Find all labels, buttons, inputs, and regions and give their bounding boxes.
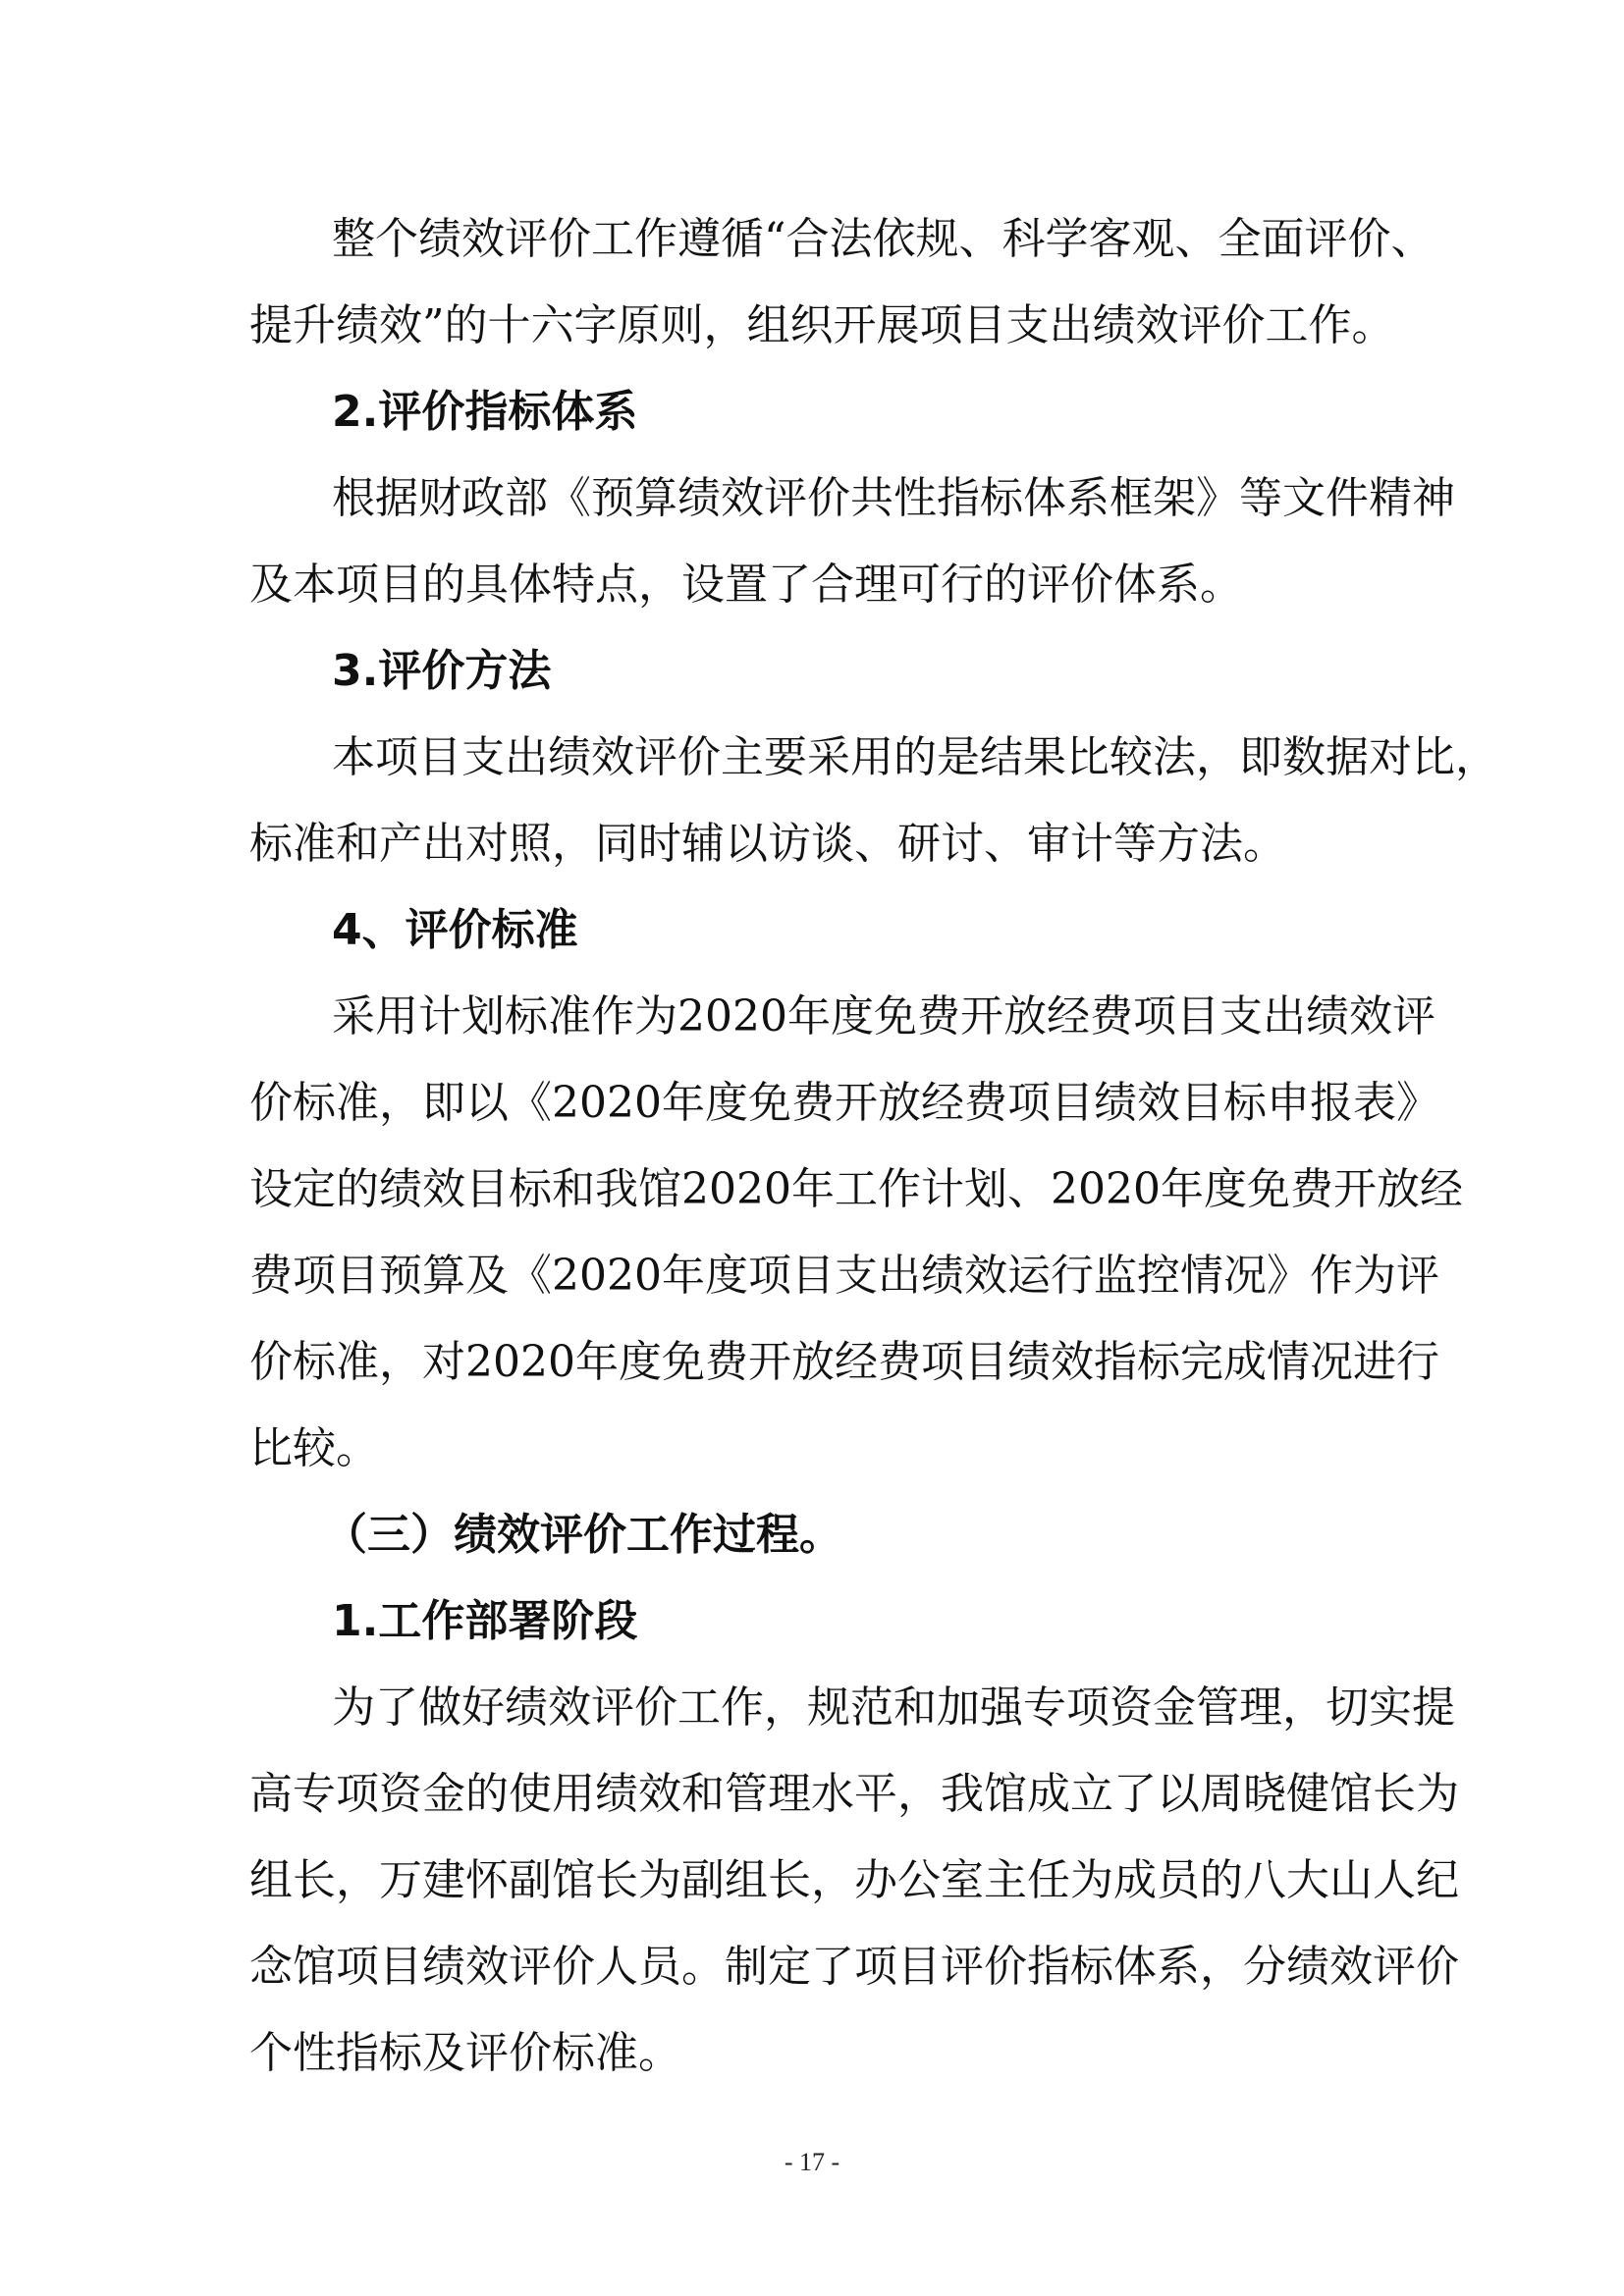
section-heading-3: 3.评价方法	[332, 646, 552, 696]
section-heading-1: 1.工作部署阶段	[332, 1596, 638, 1646]
section-heading-2: 2.评价指标体系	[332, 387, 638, 437]
paragraph-line-9: 设定的绩效目标和我馆2020年工作计划、2020年度免费开放经	[249, 1164, 1463, 1214]
paragraph-line-11: 价标准，对2020年度免费开放经费项目绩效指标完成情况进行	[249, 1337, 1439, 1387]
paragraph-line-8: 价标准，即以《2020年度免费开放经费项目绩效目标申报表》	[249, 1078, 1439, 1128]
paragraph-line-4: 及本项目的具体特点，设置了合理可行的评价体系。	[249, 560, 1243, 610]
paragraph-line-15: 组长，万建怀副馆长为副组长，办公室主任为成员的八大山人纪	[249, 1855, 1459, 1905]
paragraph-line-1: 整个绩效评价工作遵循“合法依规、科学客观、全面评价、	[332, 214, 1435, 264]
paragraph-line-3: 根据财政部《预算绩效评价共性指标体系框架》等文件精神	[332, 473, 1455, 523]
paragraph-line-17: 个性指标及评价标准。	[249, 2028, 681, 2078]
paragraph-line-10: 费项目预算及《2020年度项目支出绩效运行监控情况》作为评	[249, 1251, 1439, 1301]
paragraph-line-12: 比较。	[249, 1423, 379, 1473]
paragraph-line-13: 为了做好绩效评价工作，规范和加强专项资金管理，切实提	[332, 1682, 1455, 1733]
page-number: - 17 -	[784, 2148, 840, 2176]
section-heading-three: （三）绩效评价工作过程。	[324, 1510, 842, 1560]
paragraph-line-6: 标准和产出对照，同时辅以访谈、研讨、审计等方法。	[249, 819, 1286, 869]
section-heading-4: 4、评价标准	[332, 905, 578, 955]
paragraph-line-7: 采用计划标准作为2020年度免费开放经费项目支出绩效评	[332, 991, 1435, 1041]
paragraph-line-2: 提升绩效”的十六字原则，组织开展项目支出绩效评价工作。	[249, 300, 1395, 350]
paragraph-line-16: 念馆项目绩效评价人员。制定了项目评价指标体系，分绩效评价	[249, 1942, 1459, 1992]
paragraph-line-14: 高专项资金的使用绩效和管理水平，我馆成立了以周晓健馆长为	[249, 1769, 1459, 1819]
paragraph-line-5: 本项目支出绩效评价主要采用的是结果比较法，即数据对比，	[332, 732, 1498, 782]
